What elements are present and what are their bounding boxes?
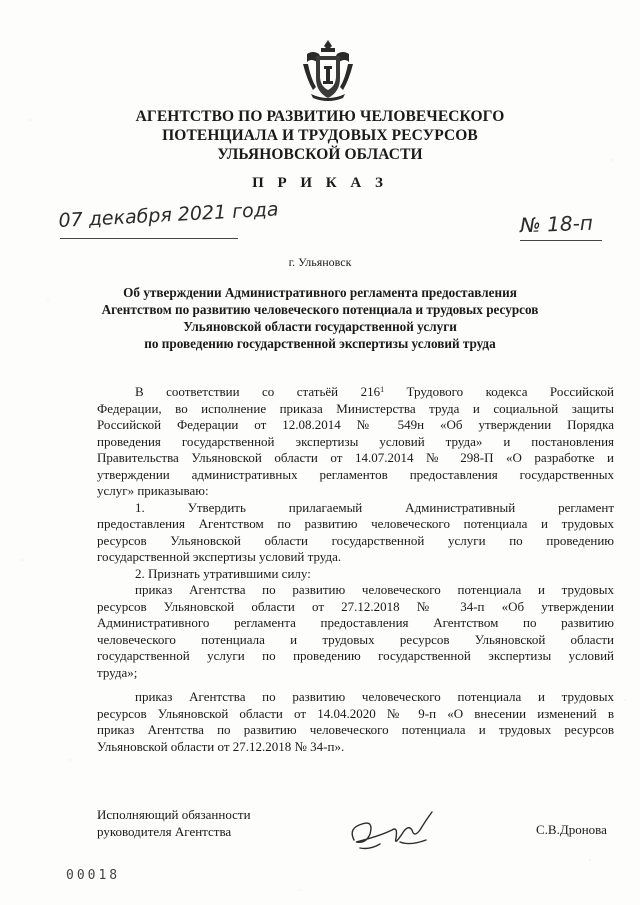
body-line: ресурсов Ульяновской области от 14.04.2020 № 9-п «О внесении изменений в	[97, 705, 614, 721]
order-subject	[85, 284, 555, 352]
position-line: руководителя Агентства	[97, 824, 232, 839]
body-line: приказ Агентства по развитию человеческого потенциала и трудовых ресурсов	[97, 722, 614, 737]
body-line: В соответствии со статьёй $216^1$ Трудового кодекса Российской	[135, 384, 614, 399]
body-line: 2. Признать утратившими силу:	[135, 565, 311, 581]
agency-name-line: ПОТЕНЦИАЛА И ТРУДОВЫХ РЕСУРСОВ	[162, 127, 478, 144]
body-line: человеческого потенциала и трудовых ресурсов Ульяновской области	[97, 631, 614, 647]
handwritten-date: 07 декабря 2021 года	[58, 198, 280, 232]
order-body	[97, 384, 614, 755]
body-line: Федерации, во исполнение приказа Министерства труда и социальной защиты	[97, 400, 614, 416]
city-label: г. Ульяновск	[288, 255, 352, 269]
body-line: ресурсов Ульяновской области от 27.12.2018 № 34-п «Об утверждении	[97, 598, 614, 614]
body-line: 1. Утвердить прилагаемый Административный регламент	[135, 499, 614, 515]
document-type-title: П Р И К А З	[252, 175, 388, 191]
signatory-position	[97, 806, 251, 840]
date-underline	[60, 238, 238, 239]
body-line: ресурсов Ульяновской области государственной услуги по проведению	[97, 532, 614, 548]
body-line: труда»;	[97, 664, 138, 680]
subject-line: по проведению государственной экспертизы условий труда	[144, 336, 496, 351]
body-line: предоставления Агентством по развитию человеческого потенциала и трудовых	[97, 516, 614, 531]
number-underline	[520, 240, 602, 241]
document-serial-number: 00018	[66, 868, 121, 883]
handwritten-order-number: № 18-п	[519, 210, 594, 238]
coat-of-arms-emblem	[299, 38, 357, 102]
body-line: Российской Федерации от 12.08.2014 № 549н «Об утверждении Порядка	[97, 417, 614, 432]
body-line: государственной экспертизы условий труда.	[97, 549, 342, 564]
article-superscript: 1	[380, 385, 385, 394]
subject-line: Об утверждении Административного регламента предоставления	[123, 285, 517, 300]
agency-name	[60, 107, 580, 164]
body-line: Ульяновской области от 27.12.2018 № 34-п».	[97, 738, 345, 754]
body-line: государственной услуги по проведению государственной экспертизы условий	[97, 648, 614, 663]
subject-line: Агентством по развитию человеческого потенциала и трудовых ресурсов	[101, 302, 539, 317]
body-line: приказ Агентства по развитию человеческого потенциала и трудовых	[135, 689, 614, 704]
body-line: проведения государственной экспертизы условий труда» и постановления	[97, 433, 614, 449]
body-line: утверждении административных регламентов предоставления государственных	[97, 466, 614, 482]
signatory-name: С.В.Дронова	[536, 822, 607, 837]
agency-name-line: УЛЬЯНОВСКОЙ ОБЛАСТИ	[217, 146, 423, 163]
position-line: Исполняющий обязанности	[97, 807, 251, 822]
body-line: услуг» приказываю:	[97, 483, 209, 498]
body-line: Административного регламента предоставления Агентством по развитию	[97, 615, 614, 630]
agency-name-line: АГЕНТСТВО ПО РАЗВИТИЮ ЧЕЛОВЕЧЕСКОГО	[135, 108, 505, 125]
handwritten-signature	[340, 800, 450, 860]
body-line: приказ Агентства по развитию человеческого потенциала и трудовых	[135, 582, 614, 597]
subject-line: Ульяновской области государственной услуги	[183, 319, 457, 334]
paragraph-gap	[97, 681, 614, 689]
body-line: Правительства Ульяновской области от 14.07.2014 № 298-П «О разработке и	[97, 450, 614, 465]
